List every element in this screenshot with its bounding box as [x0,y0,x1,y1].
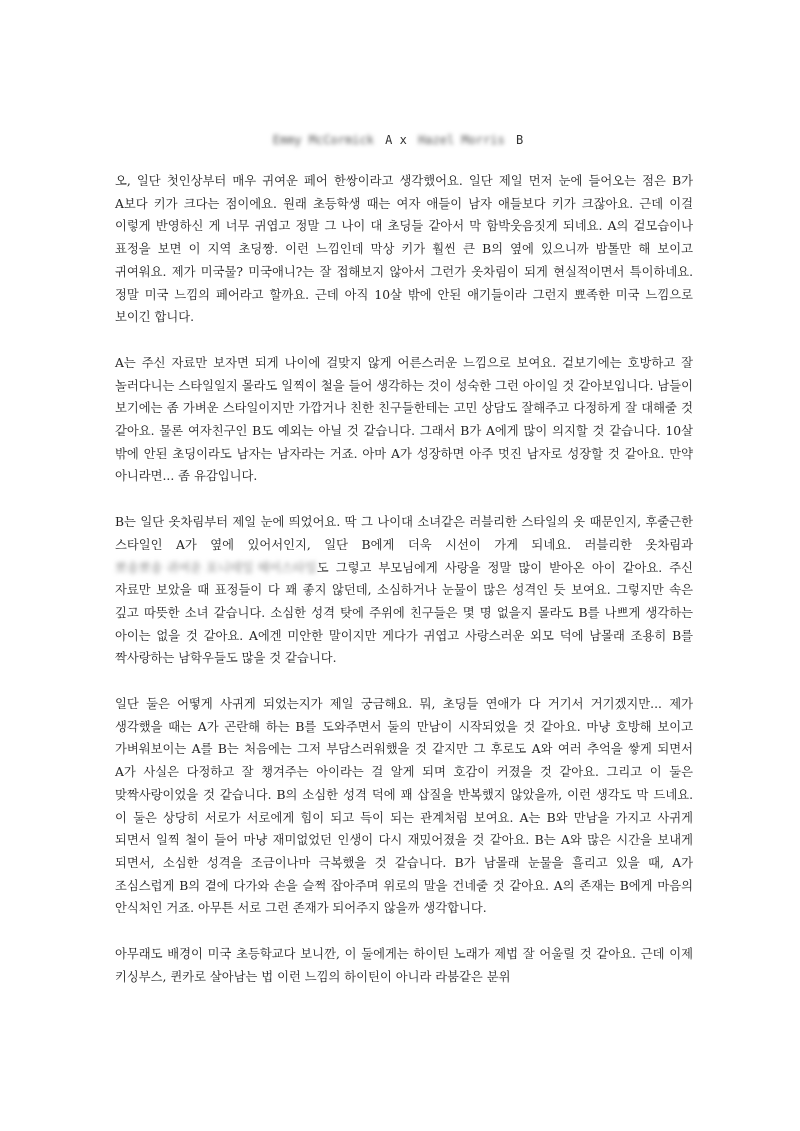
document-body [115,170,693,989]
paragraph-b-blurred-phrase: 뽀송뽀송 귀여운 포니테일 헤어스타일 [115,560,317,575]
paragraph-character-a: A는 주신 자료만 보자면 되게 나이에 걸맞지 않게 어른스러운 느낌으로 보여요. 겉보기에는 호방하고 잘 놀러다니는 스타일일지 몰라도 일찍이 철을 들어 생각하는 것이 성숙한 그런 아이일 것 같아보입니다. 남들이 보기에는 좀 가벼운 스타일이지만 가깝거나 친한 친구들한테는 고민 상담도 잘해주고 다정하게 잘 대해줄 것 같아요. 물론 여자친구인 B도 예외는 아닐 것 같습니다. 그래서 B가 A에게 많이 의지할 것 같습니다. 10살 밖에 안된 초딩이라도 남자는 남자라는 거죠. 아마 A가 성장하면 아주 멋진 남자로 성장할 것 같아요. 만약 아니라면... 좀 유감입니다. [115,355,693,484]
paragraph-b-after: 도 그렇고 부모님에게 사랑을 정말 많이 받아온 아이 같아요. 주신 자료만 보았을 때 표정들이 다 꽤 좋지 않던데, 소심하거나 눈물이 많은 성격인 듯 보여요. 그렇지만 속은 깊고 따뜻한 소녀 같습니다. 소심한 성격 탓에 주위에 친구들은 몇 명 없을지 몰라도 B를 나쁘게 생각하는 아이는 없을 것 같아요. A에겐 미안한 말이지만 게다가 귀엽고 사랑스러운 외모 덕에 남몰래 조용히 B를 짝사랑하는 남학우들도 많을 것 같습니다. [115,560,693,666]
title-name-b: Hazel Morris [418,133,505,147]
document-title [0,133,800,147]
title-joiner: A x [385,133,407,147]
paragraph-music: 아무래도 배경이 미국 초등학교다 보니깐, 이 둘에게는 하이틴 노래가 제법 잘 어울릴 것 같아요. 근데 이제 키싱부스, 퀸카로 살아남는 법 이런 느낌의 하이틴이 아니라 라붐같은 분위 [115,947,693,984]
paragraph-first-impression: 오, 일단 첫인상부터 매우 귀여운 페어 한쌍이라고 생각했어요. 일단 제일 먼저 눈에 들어오는 점은 B가 A보다 키가 크다는 점이에요. 원래 초등학생 때는 여자 애들이 남자 애들보다 키가 크잖아요. 근데 이걸 이렇게 반영하신 게 너무 귀엽고 정말 그 나이 대 초딩들 같아서 막 함박웃음짓게 되네요. A의 겉모습이나 표정을 보면 이 지역 초딩짱. 이런 느낌인데 막상 키가 훨씬 큰 B의 옆에 있으니까 밤톨만 해 보이고 귀여워요. 제가 미국물? 미국애니?는 잘 접해보지 않아서 그런가 옷차림이 되게 현실적이면서 특이하네요. 정말 미국 느낌의 페어라고 할까요. 근데 아직 10살 밖에 안된 애기들이라 그런지 뾰족한 미국 느낌으로 보이긴 합니다. [115,174,693,325]
title-suffix: B [516,133,524,147]
title-name-a: Emmy McCormick [272,133,374,147]
paragraph-b-before: B는 일단 옷차림부터 제일 눈에 띄었어요. 딱 그 나이대 소녀같은 러블리한 스타일의 옷 때문인지, 후줄근한 스타일인 A가 옆에 있어서인지, 일단 B에게 더욱 시선이 가게 되네요. 러블리한 옷차림과 [115,515,693,552]
paragraph-character-b [115,511,693,670]
paragraph-relationship: 일단 둘은 어떻게 사귀게 되었는지가 제일 궁금해요. 뭐, 초딩들 연애가 다 거기서 거기겠지만... 제가 생각했을 때는 A가 곤란해 하는 B를 도와주면서 둘의 만남이 시작되었을 것 같아요. 마냥 호방해 보이고 가벼워보이는 A를 B는 처음에는 그저 부담스러워했을 것 같지만 그 후로도 A와 여러 추억을 쌓게 되면서 A가 사실은 다정하고 잘 챙겨주는 아이라는 걸 알게 되며 호감이 커졌을 것 같아요. 그리고 이 둘은 맞짝사랑이었을 것 같습니다. B의 소심한 성격 덕에 꽤 삽질을 반복했지 않았을까, 이런 생각도 막 드네요. 이 둘은 상당히 서로가 서로에게 힘이 되고 득이 되는 관계처럼 보여요. A는 B와 만남을 가지고 사귀게 되면서 일찍 철이 들어 마냥 재미없었던 인생이 다시 재밌어졌을 것 같아요. B는 A와 많은 시간을 보내게 되면서, 소심한 성격을 조금이나마 극복했을 것 같습니다. B가 남몰래 눈물을 흘리고 있을 때, A가 조심스럽게 B의 곁에 다가와 손을 슬쩍 잡아주며 위로의 말을 건네줄 것 같아요. A의 존재는 B에게 마음의 안식처인 거죠. 아무튼 서로 그런 존재가 되어주지 않을까 생각합니다. [115,697,693,916]
